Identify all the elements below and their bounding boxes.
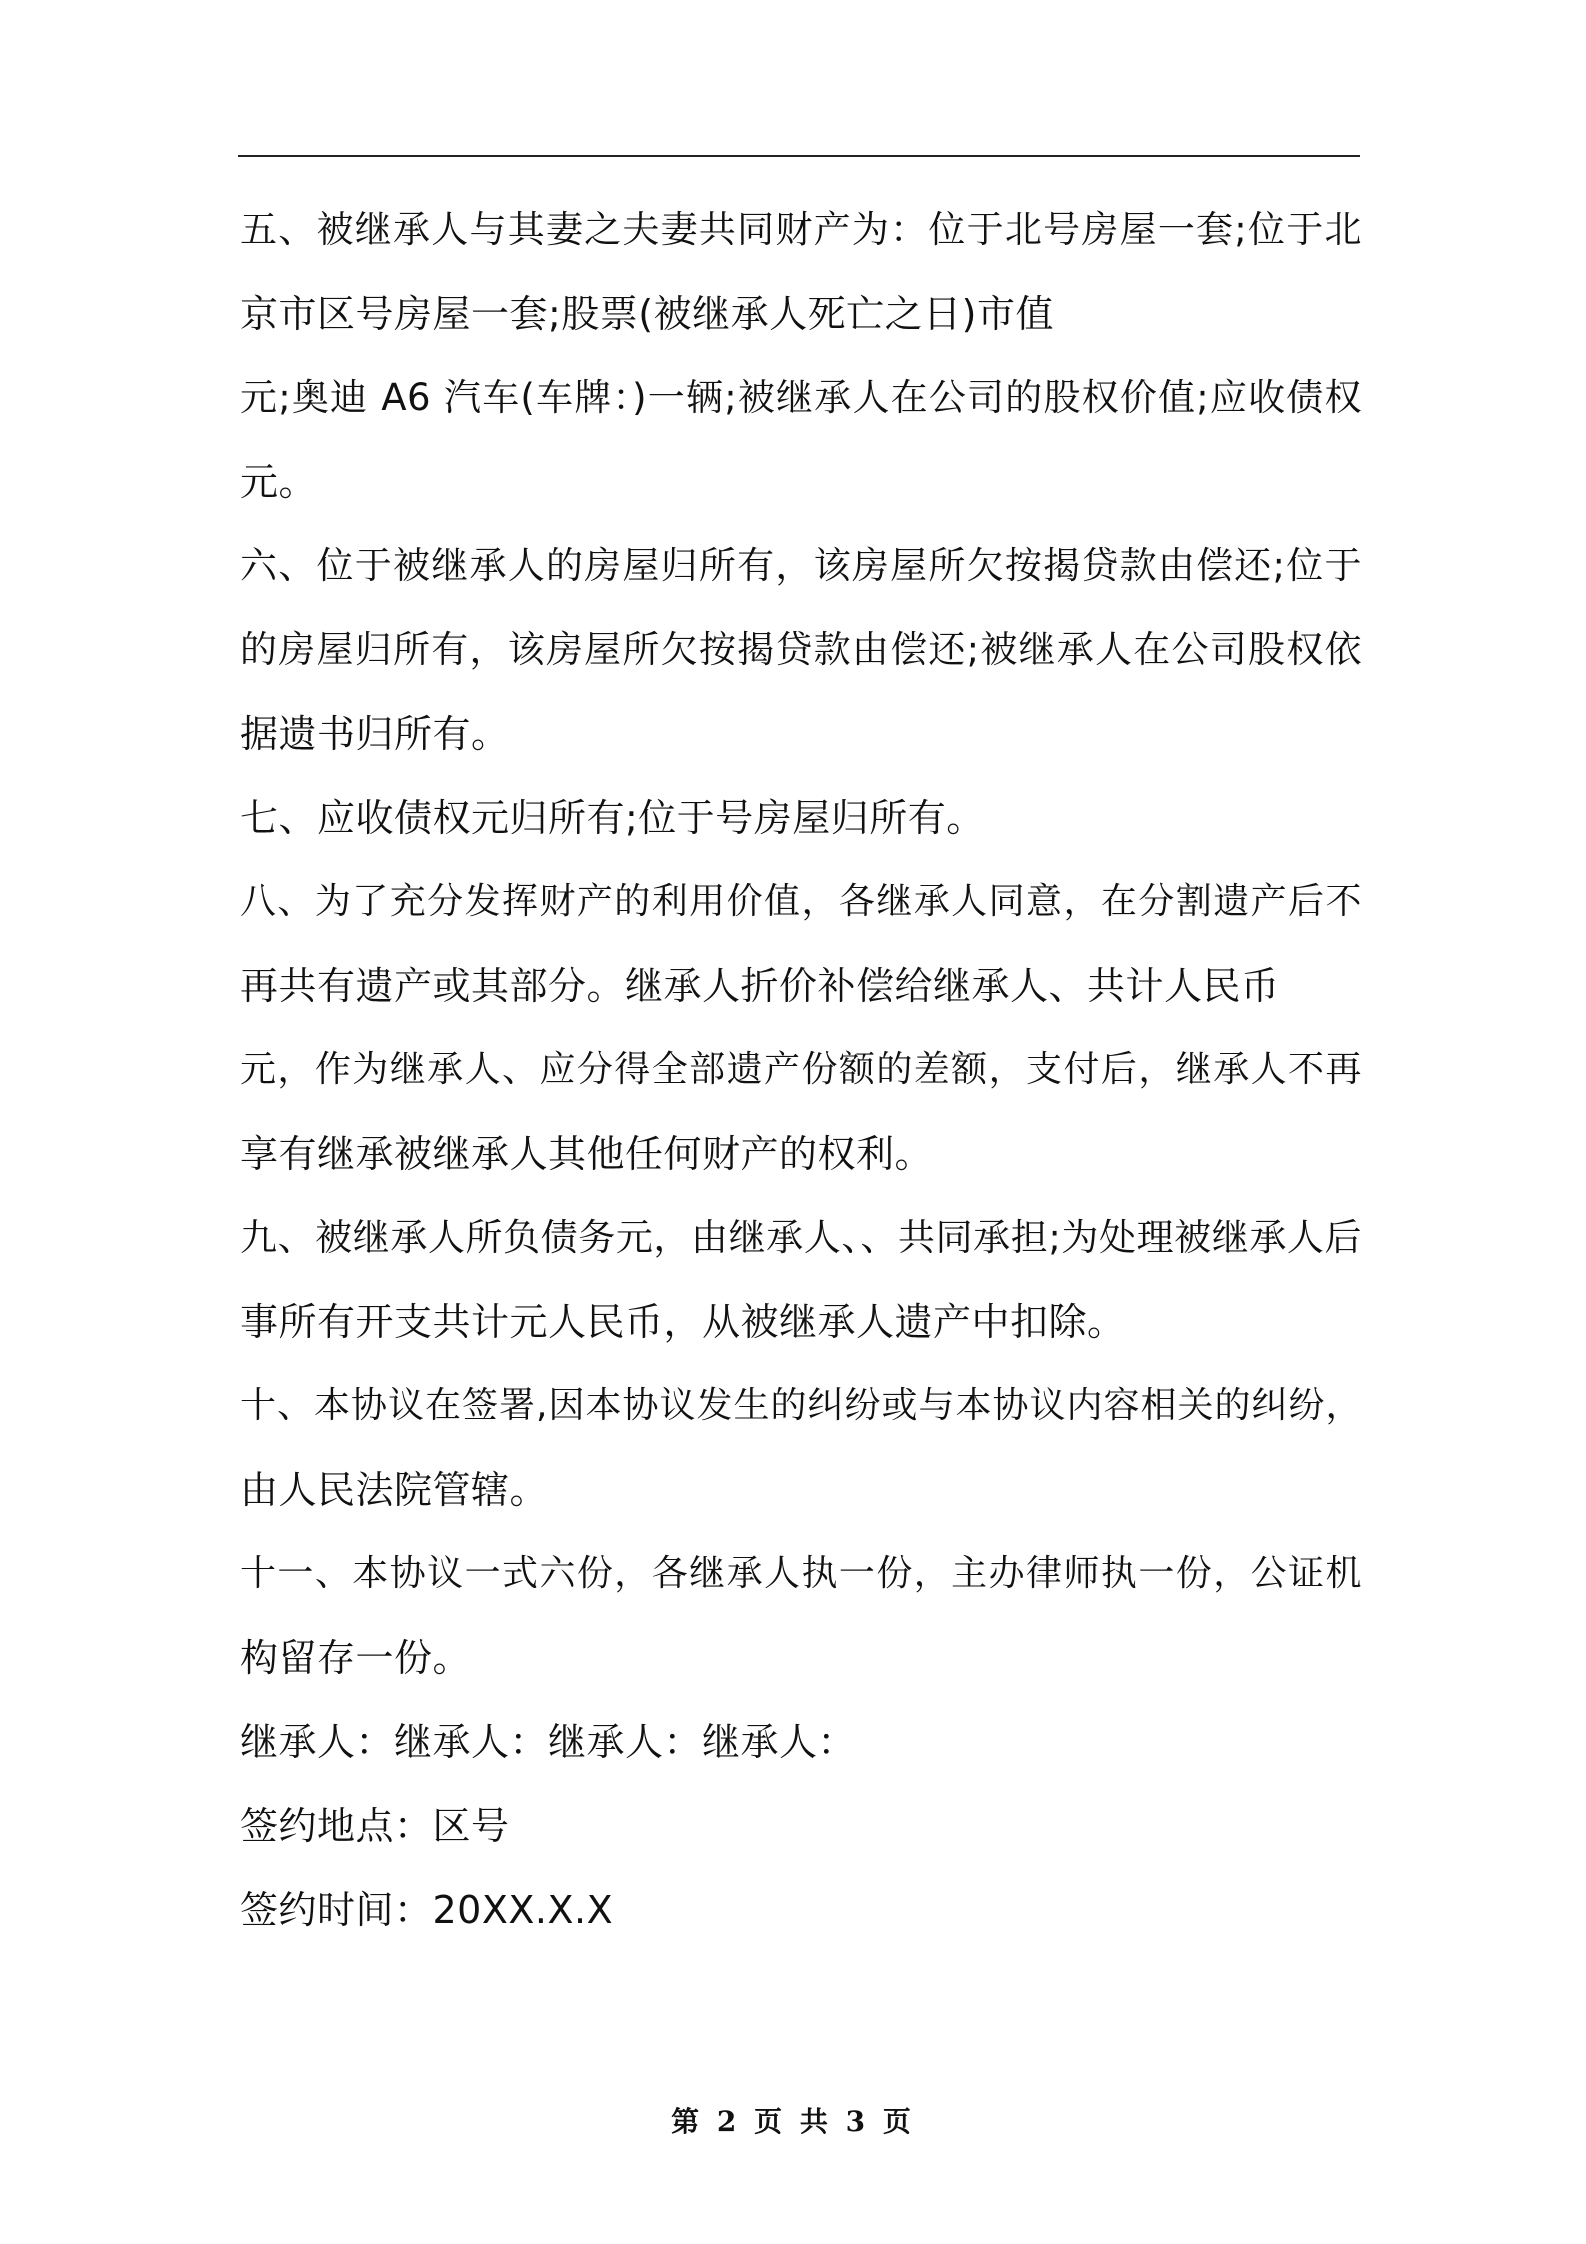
paragraph [240,1700,1362,1784]
text-line: 元，作为继承人、应分得全部遗产份额的差额，支付后，继承人不再 [240,1049,1362,1090]
text-line: 事所有开支共计元人民币，从被继承人遗产中扣除。 [240,1300,1126,1344]
text-line: 据遗书归所有。 [240,712,510,756]
text-line: 由人民法院管辖。 [240,1468,549,1512]
text-line: 元。 [240,460,318,504]
text-line: 再共有遗产或其部分。继承人折价补偿给继承人、共计人民币 [240,964,1280,1008]
paragraph [240,1364,1362,1532]
paragraph [240,1784,1362,1868]
text-line: 七、应收债权元归所有;位于号房屋归所有。 [240,796,985,840]
paragraph [240,1196,1362,1364]
document-body [240,188,1362,1952]
text-line: 元;奥迪 A6 汽车(车牌：)一辆;被继承人在公司的股权价值;应收债权 [240,376,1362,419]
text-line: 六、位于被继承人的房屋归所有，该房屋所欠按揭贷款由偿还;位于 [240,544,1362,587]
text-line: 继承人：继承人：继承人：继承人： [240,1720,857,1764]
text-line: 京市区号房屋一套;股票(被继承人死亡之日)市值 [240,292,1054,336]
text-line: 五、被继承人与其妻之夫妻共同财产为：位于北号房屋一套;位于北 [240,208,1362,251]
paragraph [240,524,1362,776]
text-line: 十一、本协议一式六份，各继承人执一份，主办律师执一份，公证机 [240,1553,1362,1594]
text-line: 的房屋归所有，该房屋所欠按揭贷款由偿还;被继承人在公司股权依 [240,628,1362,671]
paragraph [240,860,1362,1196]
paragraph [240,776,1362,860]
text-line: 享有继承被继承人其他任何财产的权利。 [240,1132,934,1176]
page-number-footer: 第 2 页 共 3 页 [671,2105,915,2138]
text-line: 九、被继承人所负债务元，由继承人、、共同承担;为处理被继承人后 [240,1216,1362,1259]
text-line: 签约时间：20XX.X.X [240,1888,614,1932]
paragraph [240,188,1362,524]
paragraph [240,1868,1362,1952]
text-line: 十、本协议在签署,因本协议发生的纠纷或与本协议内容相关的纠纷， [240,1385,1362,1426]
text-line: 八、为了充分发挥财产的利用价值，各继承人同意，在分割遗产后不 [240,881,1362,922]
paragraph [240,1532,1362,1700]
text-line: 签约地点：区号 [240,1804,510,1848]
text-line: 构留存一份。 [240,1636,472,1680]
header-rule [238,155,1360,157]
